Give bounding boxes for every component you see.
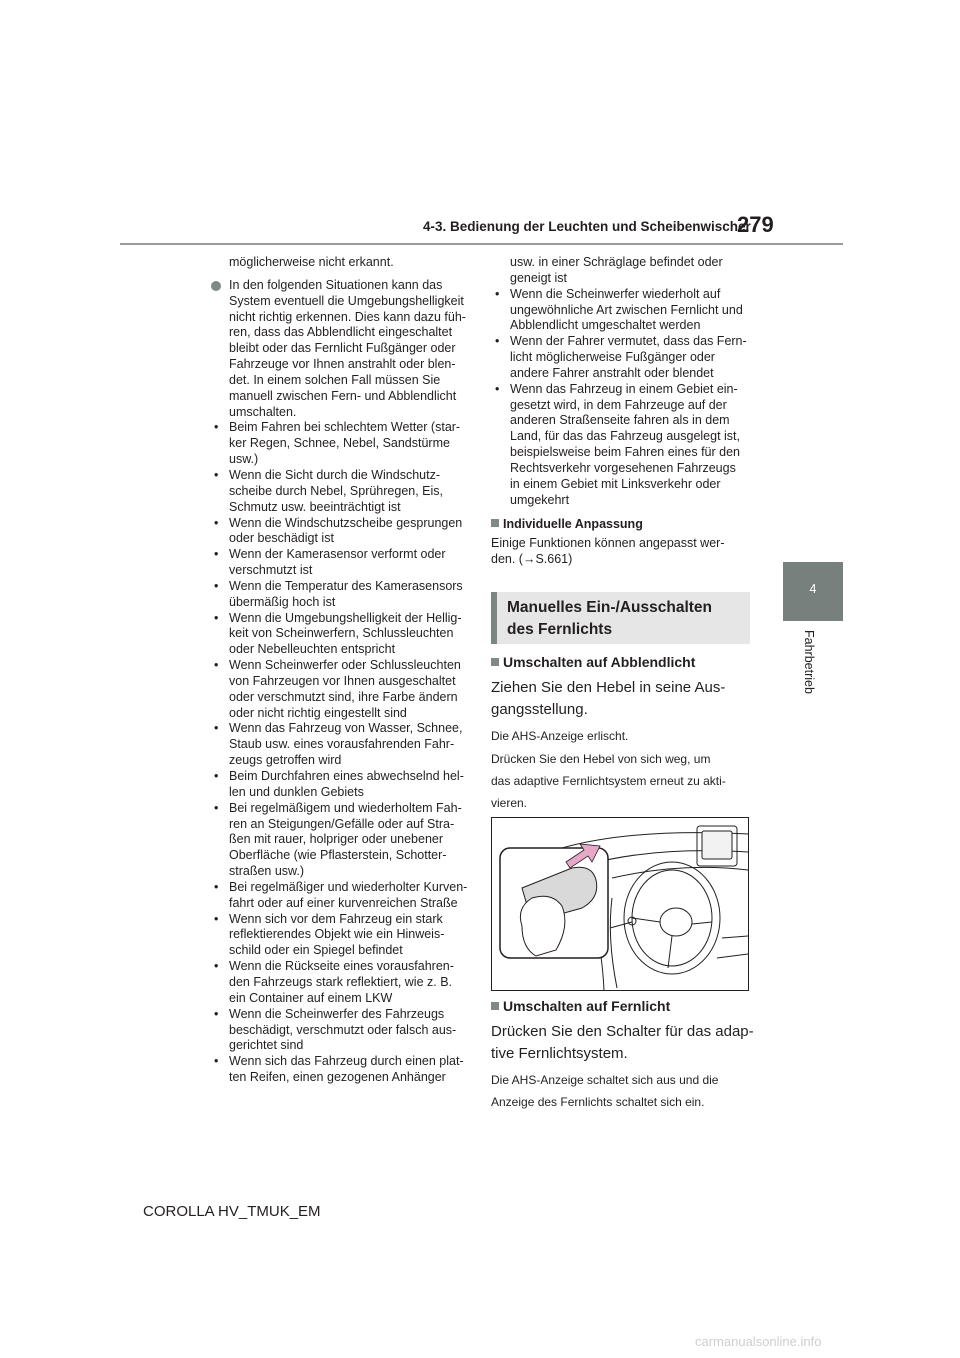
footer-model: COROLLA HV_TMUK_EM [143, 1203, 321, 1220]
bullet-item [210, 516, 475, 548]
bullet-line: verschmutzt ist [229, 563, 313, 578]
bullet-line: ten Reifen, einen gezogenen Anhänger [229, 1070, 446, 1085]
chapter-label [798, 630, 818, 710]
note-line: det. In einem solchen Fall müssen Sie [229, 372, 441, 387]
chapter-label-text: Fahrbetrieb [802, 630, 816, 694]
bullet-line: licht möglicherweise Fußgänger oder [510, 350, 715, 365]
bullet-line: keit von Scheinwerfern, Schlussleuchten [229, 626, 454, 641]
bullet-line: Bei regelmäßigem und wiederholtem Fah- [229, 800, 462, 815]
bullet-dot-icon: • [214, 959, 219, 974]
note-line: bleibt oder das Fernlicht Fußgänger oder [229, 341, 456, 356]
note-line: manuell zwischen Fern- und Abblendlicht [229, 388, 457, 403]
left-column [210, 255, 475, 1086]
right-column [491, 255, 756, 568]
bullet-line: Oberfläche (wie Pflasterstein, Schotter- [229, 848, 447, 863]
bullet-dot-icon: • [214, 800, 219, 815]
bullet-line: andere Fahrer anstrahlt oder blendet [510, 365, 714, 380]
bullet-item [210, 579, 475, 611]
bullet-item [210, 721, 475, 769]
bullet-item [491, 287, 756, 335]
bullet-item [491, 382, 756, 509]
bullet-line: Wenn die Scheinwerfer des Fahrzeugs [229, 1006, 445, 1021]
custom-line: Einige Funktionen können angepasst wer- [491, 536, 725, 551]
bullet-line: oder verschmutzt sind, ihre Farbe ändern [229, 689, 458, 704]
result-line: Anzeige des Fernlichts schaltet sich ein. [491, 1095, 705, 1109]
bullet-dot-icon: • [214, 515, 219, 530]
custom-text [491, 536, 756, 568]
bullet-line: beispielsweise beim Fahren eines für den [510, 445, 740, 460]
bullet-line: Wenn die Rückseite eines vorausfahren- [229, 959, 454, 974]
watermark: carmanualsonline.info [695, 1334, 822, 1349]
continuation-text [491, 255, 756, 287]
page-number: 279 [737, 212, 774, 237]
bullet-line: Abblendlicht umgeschaltet werden [510, 318, 701, 333]
bullet-line: usw.) [229, 452, 259, 467]
section-title-box [491, 592, 750, 644]
bullet-line: Staub usw. eines vorausfahrenden Fahr- [229, 737, 455, 752]
bullet-line: Schmutz usw. beeinträchtigt ist [229, 499, 401, 514]
bullet-item [210, 1054, 475, 1086]
bullet-line: ein Container auf einem LKW [229, 990, 393, 1005]
custom-heading: Individuelle Anpassung [491, 517, 756, 533]
header-divider [120, 243, 843, 245]
chapter-number: 4 [809, 582, 817, 596]
bullet-item [210, 880, 475, 912]
high-beam-heading: Umschalten auf Fernlicht [491, 997, 761, 1015]
bullet-line: oder nicht richtig eingestellt sind [229, 705, 407, 720]
square-bullet-icon [491, 519, 499, 527]
square-bullet-icon [491, 658, 499, 666]
section-title-line: des Fernlichts [507, 621, 613, 638]
bullet-dot-icon: • [214, 420, 219, 435]
instruction-line: Drücken Sie den Schalter für das adap- [491, 1023, 754, 1040]
bullet-line: Wenn die Temperatur des Kamerasensors [229, 578, 463, 593]
bullet-line: reflektierendes Objekt wie ein Hinweis- [229, 927, 445, 942]
bullet-line: scheibe durch Nebel, Sprühregen, Eis, [229, 483, 444, 498]
note-line: nicht richtig erkennen. Dies kann dazu füh- [229, 309, 466, 324]
bullet-dot-icon: • [214, 769, 219, 783]
bullet-line: Wenn sich das Fahrzeug durch einen plat- [229, 1054, 464, 1069]
bullet-line: Bei regelmäßiger und wiederholter Kurven- [229, 879, 468, 894]
bullet-line: fahrt oder auf einer kurvenreichen Straße [229, 895, 458, 910]
bullet-line: oder Nebelleuchten entspricht [229, 642, 396, 657]
bullet-dot-icon: • [214, 547, 219, 562]
section-title [507, 597, 712, 641]
bullet-line: Wenn die Umgebungshelligkeit der Hellig- [229, 610, 462, 625]
bullet-line: Wenn der Fahrer vermutet, dass das Fern- [510, 334, 747, 349]
note-line: das adaptive Fernlichtsystem erneut zu akti- [491, 774, 726, 788]
bullet-dot-icon: • [495, 334, 500, 349]
continuation-line: usw. in einer Schräglage befindet oder [510, 255, 723, 269]
note-line: vieren. [491, 796, 528, 810]
low-beam-result: Die AHS-Anzeige erlischt. [491, 729, 629, 743]
bullet-dot-icon: • [214, 721, 219, 736]
bullet-line: in einem Gebiet mit Linksverkehr oder [510, 476, 721, 491]
high-beam-result [491, 1069, 761, 1113]
bullet-line: Wenn Scheinwerfer oder Schlussleuchten [229, 658, 461, 673]
note-paragraph [210, 278, 475, 421]
bullet-dot-icon: • [214, 467, 219, 482]
custom-line: den. (→S.661) [491, 552, 573, 567]
bullet-line: ßen mit rauer, holpriger oder unebener [229, 832, 444, 847]
bullet-item [210, 658, 475, 721]
bullet-line: Wenn die Windschutzscheibe gesprungen [229, 515, 463, 530]
note-line: System eventuell die Umgebungshelligkeit [229, 293, 464, 308]
bullet-line: Beim Durchfahren eines abwechselnd hel- [229, 769, 464, 783]
left-bullet-list [210, 420, 475, 1085]
bullet-item [210, 801, 475, 880]
bullet-dot-icon: • [495, 286, 500, 301]
bullet-line: gesetzt wird, in dem Fahrzeuge auf der [510, 397, 727, 412]
note-bullet-icon [211, 281, 221, 291]
bullet-line: Wenn der Kamerasensor verformt oder [229, 547, 446, 562]
low-beam-note [491, 748, 761, 814]
section-title-line: Manuelles Ein-/Ausschalten [507, 599, 712, 616]
low-beam-heading: Umschalten auf Abblendlicht [491, 653, 761, 671]
bullet-item [491, 334, 756, 382]
bullet-item [210, 547, 475, 579]
bullet-line: Wenn das Fahrzeug von Wasser, Schnee, [229, 721, 463, 736]
bullet-line: den Fahrzeugs stark reflektiert, wie z. B. [229, 974, 453, 989]
lever-illustration [491, 817, 749, 991]
intro-text: möglicherweise nicht erkannt. [229, 255, 394, 269]
bullet-line: len und dunklen Gebiets [229, 784, 364, 799]
bullet-line: Wenn das Fahrzeug in einem Gebiet ein- [510, 381, 738, 396]
high-beam-section [491, 997, 761, 1113]
high-beam-instruction [491, 1021, 761, 1064]
low-beam-section [491, 653, 761, 814]
bullet-line: Rechtsverkehr vorgesehenen Fahrzeugs [510, 460, 736, 475]
bullet-line: anderen Straßenseite fahren als in dem [510, 413, 730, 428]
bullet-line: Wenn die Scheinwerfer wiederholt auf [510, 286, 721, 301]
instruction-line: tive Fernlichtsystem. [491, 1044, 628, 1062]
bullet-item [210, 420, 475, 468]
bullet-dot-icon: • [214, 610, 219, 625]
right-bullet-list [491, 287, 756, 509]
bullet-line: gerichtet sind [229, 1038, 304, 1053]
result-line: Die AHS-Anzeige schaltet sich aus und die [491, 1073, 719, 1087]
bullet-dot-icon: • [214, 578, 219, 593]
bullet-line: ker Regen, Schnee, Nebel, Sandstürme [229, 436, 450, 451]
bullet-item [210, 959, 475, 1007]
bullet-line: umgekehrt [510, 492, 570, 507]
bullet-line: Wenn die Sicht durch die Windschutz- [229, 467, 440, 482]
bullet-line: schild oder ein Spiegel befindet [229, 943, 403, 958]
bullet-line: oder beschädigt ist [229, 531, 334, 546]
bullet-line: ungewöhnliche Art zwischen Fernlicht und [510, 302, 743, 317]
bullet-item [210, 1007, 475, 1055]
note-line: In den folgenden Situationen kann das [229, 277, 443, 292]
note-line: ren, dass das Abblendlicht eingeschaltet [229, 325, 453, 340]
bullet-line: Beim Fahren bei schlechtem Wetter (star- [229, 420, 461, 435]
note-line: Fahrzeuge vor Ihnen anstrahlt oder blen- [229, 357, 456, 372]
bullet-line: straßen usw.) [229, 864, 305, 879]
note-line: Drücken Sie den Hebel von sich weg, um [491, 752, 711, 766]
bullet-dot-icon: • [214, 658, 219, 673]
bullet-item [210, 912, 475, 960]
dashboard-lever-drawing [492, 818, 748, 990]
bullet-dot-icon: • [214, 1006, 219, 1021]
note-line: umschalten. [229, 404, 297, 419]
bullet-item [210, 769, 475, 801]
bullet-line: von Fahrzeugen vor Ihnen ausgeschaltet [229, 673, 456, 688]
bullet-line: beschädigt, verschmutzt oder falsch aus- [229, 1022, 457, 1037]
bullet-line: zeugs getroffen wird [229, 753, 342, 768]
bullet-line: übermäßig hoch ist [229, 594, 336, 609]
square-bullet-icon [491, 1002, 499, 1010]
bullet-item [210, 468, 475, 516]
continuation-line: geneigt ist [510, 270, 567, 285]
note-lines [229, 278, 475, 421]
bullet-dot-icon: • [495, 381, 500, 396]
bullet-line: Wenn sich vor dem Fahrzeug ein stark [229, 911, 443, 926]
bullet-dot-icon: • [214, 1054, 219, 1069]
bullet-dot-icon: • [214, 879, 219, 894]
bullet-dot-icon: • [214, 911, 219, 926]
section-header-title: 4-3. Bedienung der Leuchten und Scheibenwischer [423, 219, 751, 234]
instruction-line: gangsstellung. [491, 700, 588, 718]
low-beam-instruction [491, 677, 761, 720]
bullet-line: ren an Steigungen/Gefälle oder auf Stra- [229, 816, 455, 831]
bullet-line: Land, für das das Fahrzeug ausgelegt ist, [510, 429, 741, 444]
instruction-line: Ziehen Sie den Hebel in seine Aus- [491, 679, 726, 696]
bullet-item [210, 611, 475, 659]
